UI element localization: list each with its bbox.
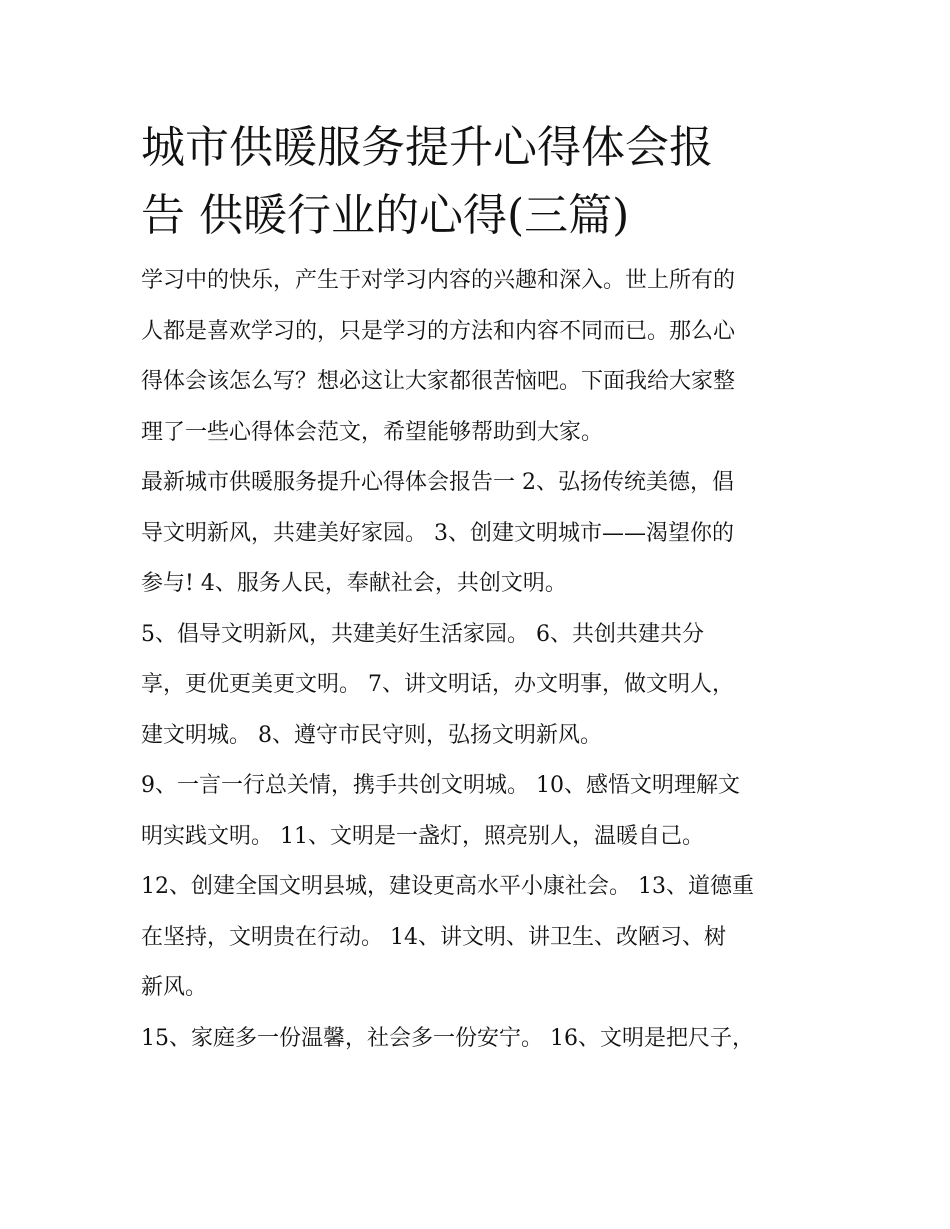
text-line: 参与! 4、服务人民，奉献社会，共创文明。 [141, 571, 567, 596]
intro-paragraph [141, 256, 813, 458]
text-line: 得体会该怎么写？想必这让大家都很苦恼吧。下面我给大家整 [141, 369, 736, 394]
document-body [141, 256, 813, 1064]
document-title [141, 118, 813, 246]
document-content [141, 118, 813, 1064]
text-line: 人都是喜欢学习的，只是学习的方法和内容不同而已。那么心 [141, 318, 736, 344]
text-line: 理了一些心得体会范文，希望能够帮助到大家。 [141, 419, 604, 445]
text-line: 学习中的快乐，产生于对学习内容的兴趣和深入。世上所有的 [141, 268, 736, 293]
text-line: 新风。 [141, 975, 208, 1000]
text-line: 明实践文明。 11、文明是一盏灯，照亮别人，温暖自己。 [141, 823, 704, 849]
text-line: 最新城市供暖服务提升心得体会报告一 2、弘扬传统美德，倡 [141, 470, 734, 495]
slogan-paragraph [141, 610, 813, 762]
text-line: 9、一言一行总关情，携手共创文明城。 10、感悟文明理解文 [141, 773, 740, 798]
slogan-paragraph [141, 761, 813, 862]
text-line: 12、创建全国文明县城，建设更高水平小康社会。 13、道德重 [141, 874, 754, 899]
slogan-paragraph [141, 458, 813, 610]
text-line: 5、倡导文明新风，共建美好生活家园。 6、共创共建共分 [141, 621, 704, 647]
title-line: 告 供暖行业的心得(三篇) [141, 190, 630, 241]
slogan-paragraph [141, 862, 813, 1014]
text-line: 15、家庭多一份温馨，社会多一份安宁。 16、文明是把尺子， [141, 1025, 754, 1051]
text-line: 导文明新风，共建美好家园。 3、创建文明城市——渴望你的 [141, 520, 734, 546]
slogan-paragraph [141, 1014, 813, 1065]
text-line: 建文明城。 8、遵守市民守则，弘扬文明新风。 [141, 722, 602, 748]
text-line: 在坚持，文明贵在行动。 14、讲文明、讲卫生、改陋习、树 [141, 924, 726, 950]
title-line: 城市供暖服务提升心得体会报 [141, 122, 713, 173]
text-line: 享，更优更美更文明。 7、讲文明话，办文明事，做文明人， [141, 672, 734, 697]
